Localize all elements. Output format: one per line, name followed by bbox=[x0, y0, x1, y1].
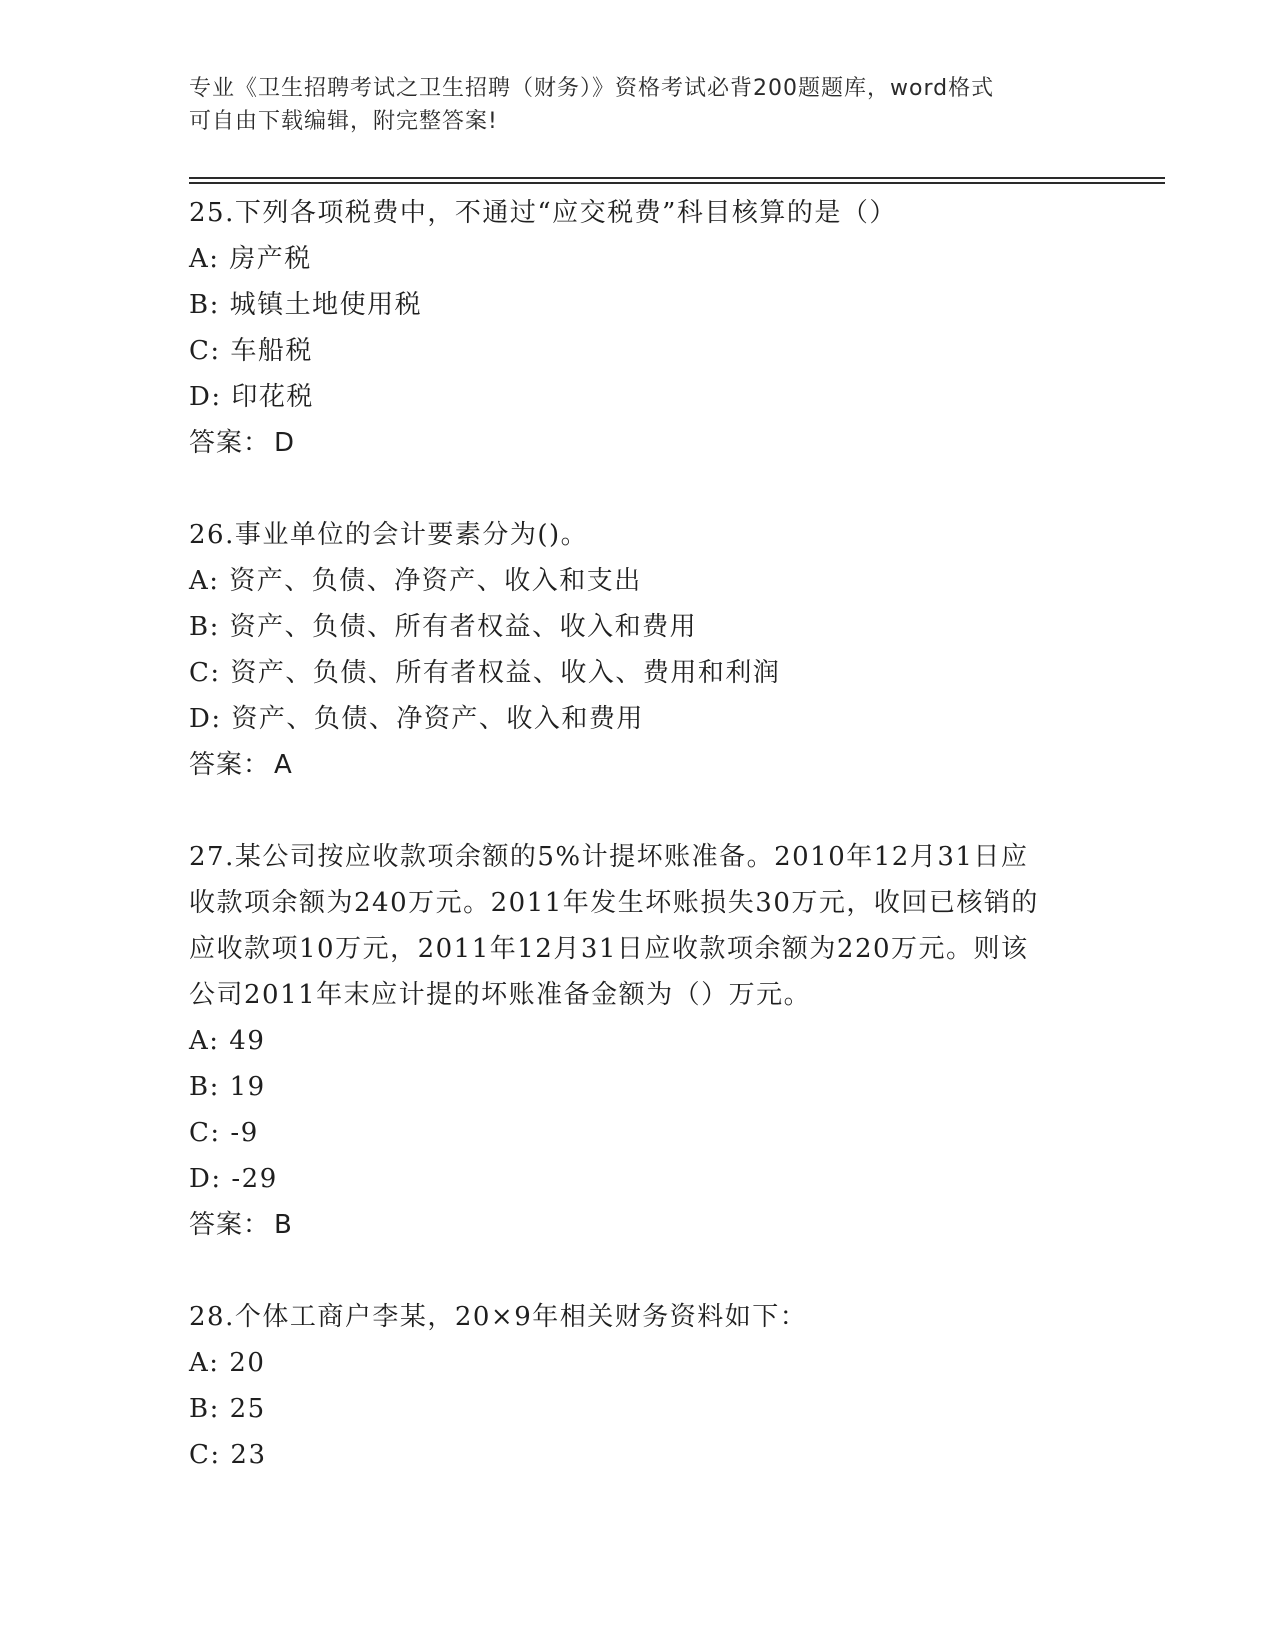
question-stem: 26.事业单位的会计要素分为()。 bbox=[189, 520, 589, 550]
option-c: C: -9 bbox=[189, 1118, 259, 1148]
document-header bbox=[189, 72, 1069, 138]
option-b: B: 25 bbox=[189, 1394, 266, 1424]
option-c: C: 车船税 bbox=[189, 336, 313, 366]
question-stem-line-3: 应收款项10万元，2011年12月31日应收款项余额为220万元。则该 bbox=[189, 934, 1029, 964]
option-d: D: 印花税 bbox=[189, 382, 314, 412]
question-stem: 25.下列各项税费中，不通过“应交税费”科目核算的是（） bbox=[189, 198, 897, 228]
answer-line bbox=[189, 742, 1119, 788]
question-stem-line-1: 27.某公司按应收款项余额的5%计提坏账准备。2010年12月31日应 bbox=[189, 842, 1029, 872]
question-25 bbox=[189, 190, 1119, 466]
answer-value: B bbox=[274, 1210, 293, 1240]
question-28 bbox=[189, 1294, 1119, 1478]
header-divider-top bbox=[189, 177, 1165, 179]
option-a: A: 20 bbox=[189, 1348, 266, 1378]
option-a: A: 房产税 bbox=[189, 244, 312, 274]
answer-line bbox=[189, 1202, 1119, 1248]
header-line-2: 可自由下载编辑，附完整答案! bbox=[189, 109, 498, 134]
option-c: C: 23 bbox=[189, 1440, 267, 1470]
option-d: D: -29 bbox=[189, 1164, 278, 1194]
option-b: B: 城镇土地使用税 bbox=[189, 290, 423, 320]
question-stem: 28.个体工商户李某，20×9年相关财务资料如下： bbox=[189, 1302, 808, 1332]
header-line-1: 专业《卫生招聘考试之卫生招聘（财务）》资格考试必背200题题库，word格式 bbox=[189, 76, 995, 101]
option-b: B: 19 bbox=[189, 1072, 266, 1102]
option-c: C: 资产、负债、所有者权益、收入、费用和利润 bbox=[189, 658, 781, 688]
question-26 bbox=[189, 512, 1119, 788]
answer-line bbox=[189, 420, 1119, 466]
answer-value: A bbox=[274, 750, 293, 780]
option-b: B: 资产、负债、所有者权益、收入和费用 bbox=[189, 612, 698, 642]
header-divider-bottom bbox=[189, 182, 1165, 184]
option-a: A: 49 bbox=[189, 1026, 266, 1056]
option-a: A: 资产、负债、净资产、收入和支出 bbox=[189, 566, 642, 596]
question-stem-line-2: 收款项余额为240万元。2011年发生坏账损失30万元，收回已核销的 bbox=[189, 888, 1039, 918]
question-stem-line-4: 公司2011年末应计提的坏账准备金额为（）万元。 bbox=[189, 980, 812, 1010]
answer-label: 答案： bbox=[189, 1210, 271, 1240]
answer-label: 答案： bbox=[189, 750, 271, 780]
answer-label: 答案： bbox=[189, 428, 271, 458]
answer-value: D bbox=[274, 428, 296, 458]
question-list bbox=[189, 190, 1119, 1524]
option-d: D: 资产、负债、净资产、收入和费用 bbox=[189, 704, 644, 734]
question-27 bbox=[189, 834, 1119, 1248]
